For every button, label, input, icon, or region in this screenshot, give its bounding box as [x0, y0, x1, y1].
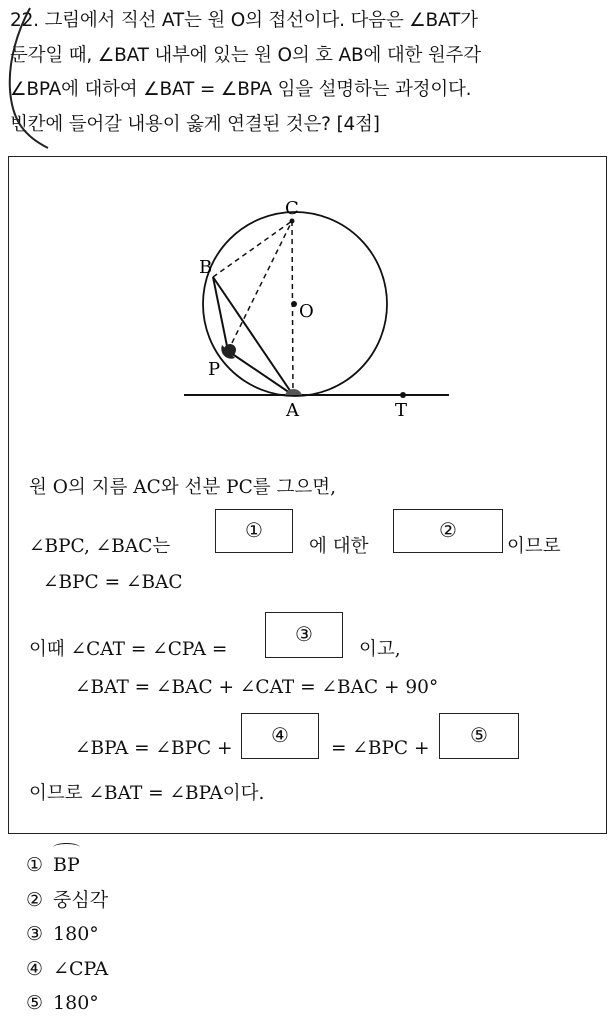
proof-line-1: 원 O의 지름 AC와 선분 PC를 그으면,	[29, 477, 337, 498]
blank-box-4: ④	[241, 713, 319, 759]
choice-4[interactable]: ④ ∠CPA	[26, 957, 109, 980]
proof-line-6b: = ∠BPC +	[331, 738, 430, 759]
question-line-4: 빈칸에 들어갈 내용이 옳게 연결된 것은? [4점]	[10, 113, 380, 135]
label-T: T	[395, 400, 408, 421]
proof-line-5: ∠BAT = ∠BAC + ∠CAT = ∠BAC + 90°	[75, 677, 439, 698]
blank-box-1: ①	[215, 509, 293, 553]
arc-text: BP	[53, 848, 80, 883]
choice-5[interactable]: ⑤ 180°	[26, 992, 99, 1014]
proof-text	[9, 157, 608, 835]
proof-box	[8, 156, 607, 834]
proof-line-3: ∠BPC = ∠BAC	[43, 572, 183, 593]
proof-line-4b: 이고,	[359, 639, 401, 660]
label-O: O	[299, 301, 314, 322]
question-line-1: 22. 그림에서 직선 AT는 원 O의 접선이다. 다음은 ∠BAT가	[10, 10, 478, 31]
choice-3[interactable]: ③ 180°	[26, 923, 99, 945]
proof-line-2b: 에 대한	[309, 536, 369, 557]
label-A: A	[286, 400, 299, 421]
proof-line-2c: 이므로	[507, 536, 561, 557]
blank-box-5: ⑤	[439, 713, 519, 759]
blank-box-2: ②	[393, 509, 503, 553]
blank-box-3: ③	[265, 612, 343, 658]
choice-1[interactable]: ① BP	[26, 848, 108, 883]
proof-line-7: 이므로 ∠BAT = ∠BPA이다.	[29, 783, 265, 804]
label-C: C	[285, 198, 299, 219]
label-B: B	[199, 257, 213, 278]
proof-line-6a: ∠BPA = ∠BPC +	[75, 738, 233, 759]
label-P: P	[208, 359, 221, 380]
choice-2[interactable]: ② 중심각	[26, 888, 109, 911]
question-line-2: 둔각일 때, ∠BAT 내부에 있는 원 O의 호 AB에 대한 원주각	[10, 44, 481, 66]
answer-choices	[26, 848, 108, 1021]
proof-line-4a: 이때 ∠CAT = ∠CPA =	[29, 639, 228, 660]
proof-line-2a: ∠BPC, ∠BAC는	[29, 536, 171, 557]
question-text	[10, 4, 610, 142]
question-line-3: ∠BPA에 대하여 ∠BAT = ∠BPA 임을 설명하는 과정이다.	[10, 79, 472, 100]
